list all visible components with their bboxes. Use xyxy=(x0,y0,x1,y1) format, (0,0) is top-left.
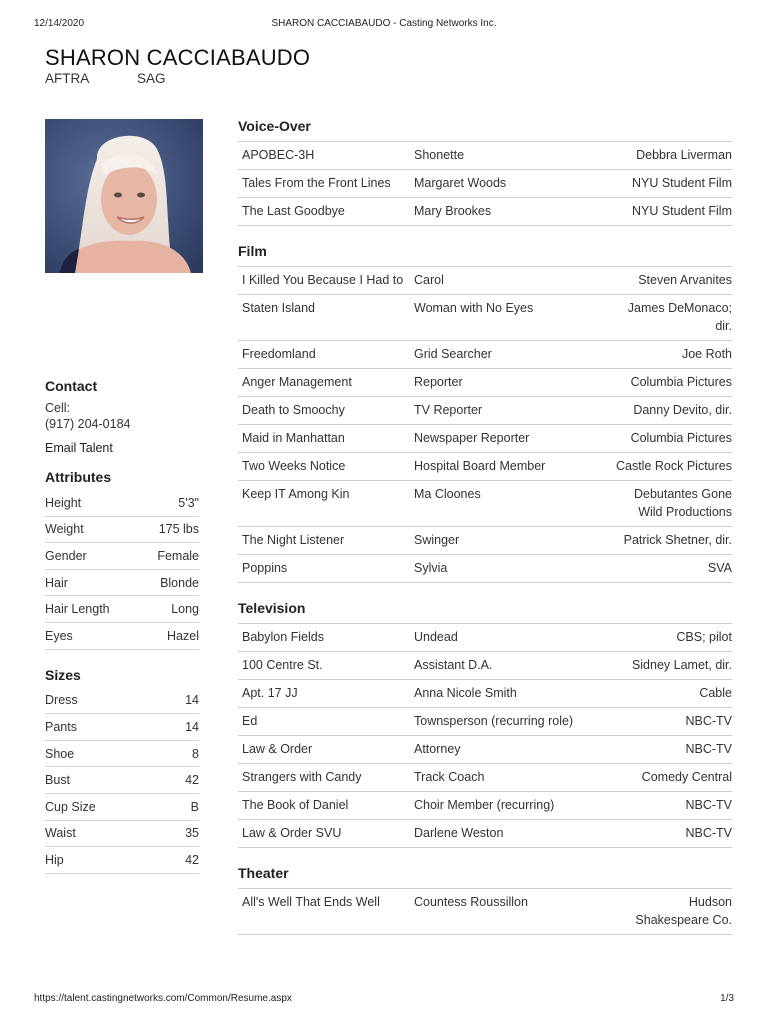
size-label: Bust xyxy=(45,773,71,788)
credit-director: Columbia Pictures xyxy=(630,375,732,389)
section-heading-film: Film xyxy=(238,243,267,259)
credit-director: NBC-TV xyxy=(685,826,732,840)
attribute-row xyxy=(45,543,199,570)
credit-row xyxy=(238,680,732,708)
page-url[interactable]: https://talent.castingnetworks.com/Common/Resume.aspx xyxy=(34,993,292,1004)
attribute-row xyxy=(45,490,199,517)
credit-role: Swinger xyxy=(414,533,460,547)
size-row xyxy=(45,767,199,794)
credit-project: Poppins xyxy=(242,561,288,575)
sizes-heading: Sizes xyxy=(45,666,81,683)
credit-role: Assistant D.A. xyxy=(414,658,493,672)
section-heading-voice-over: Voice-Over xyxy=(238,118,311,134)
credit-project: Keep IT Among Kin xyxy=(242,487,350,501)
credit-director: Columbia Pictures xyxy=(630,431,732,445)
credit-row xyxy=(238,425,732,453)
credit-role: Newspaper Reporter xyxy=(414,431,530,445)
credit-project: Strangers with Candy xyxy=(242,770,362,784)
size-value: 14 xyxy=(185,719,199,734)
credit-role: Reporter xyxy=(414,375,463,389)
attribute-label: Gender xyxy=(45,548,87,563)
size-label: Shoe xyxy=(45,746,75,761)
credit-director: Debbra Liverman xyxy=(636,148,732,162)
credit-role: Hospital Board Member xyxy=(414,459,546,473)
attribute-label: Eyes xyxy=(45,628,73,643)
credit-row xyxy=(238,792,732,820)
credit-project: All's Well That Ends Well xyxy=(242,895,380,909)
credit-role: Undead xyxy=(414,630,458,644)
credit-director: Cable xyxy=(699,686,732,700)
credit-row xyxy=(238,369,732,397)
credit-row xyxy=(238,267,732,295)
credit-row xyxy=(238,527,732,555)
credit-role: Shonette xyxy=(414,148,465,162)
union-sag: SAG xyxy=(137,71,166,86)
attribute-label: Weight xyxy=(45,522,84,537)
size-row xyxy=(45,794,199,821)
union-list xyxy=(45,71,166,86)
credit-director: SVA xyxy=(707,561,732,575)
headshot-photo[interactable] xyxy=(45,119,203,273)
headshot-image xyxy=(45,119,203,273)
credit-row xyxy=(238,889,732,935)
attribute-row xyxy=(45,570,199,597)
credit-role: Sylvia xyxy=(414,561,448,575)
credits-main xyxy=(238,117,732,935)
credit-project: Babylon Fields xyxy=(242,630,324,644)
credit-director: Debutantes Gone Wild Productions xyxy=(634,487,732,519)
attributes-list xyxy=(45,490,199,650)
credit-role: Track Coach xyxy=(414,770,485,784)
credit-director: NBC-TV xyxy=(685,742,732,756)
contact-block xyxy=(45,400,199,455)
sizes-block xyxy=(45,667,199,874)
credit-role: Carol xyxy=(414,273,444,287)
contact-heading: Contact xyxy=(45,378,98,394)
credit-role: Townsperson (recurring role) xyxy=(414,714,574,728)
credits-film xyxy=(238,266,732,583)
credit-director: James DeMonaco; dir. xyxy=(627,301,732,333)
credit-row xyxy=(238,295,732,341)
credit-project: Freedomland xyxy=(242,347,316,361)
credit-role: Mary Brookes xyxy=(414,204,492,218)
credit-role: Woman with No Eyes xyxy=(414,301,534,315)
credit-director: Hudson Shakespeare Co. xyxy=(635,895,732,927)
size-row xyxy=(45,847,199,874)
credit-project: Law & Order xyxy=(242,742,313,756)
credit-project: APOBEC-3H xyxy=(242,148,315,162)
credit-project: Maid in Manhattan xyxy=(242,431,345,445)
size-label: Waist xyxy=(45,826,76,841)
credit-project: 100 Centre St. xyxy=(242,658,323,672)
size-value: 42 xyxy=(185,852,199,867)
credit-role: TV Reporter xyxy=(414,403,483,417)
credit-row xyxy=(238,481,732,527)
credit-director: CBS; pilot xyxy=(676,630,732,644)
attribute-value: 5'3" xyxy=(178,495,199,510)
attributes-heading: Attributes xyxy=(45,469,112,485)
credit-role: Margaret Woods xyxy=(414,176,507,190)
cell-number[interactable]: (917) 204-0184 xyxy=(45,417,131,431)
credit-role: Choir Member (recurring) xyxy=(414,798,555,812)
credit-role: Attorney xyxy=(414,742,461,756)
sidebar xyxy=(45,378,199,874)
size-row xyxy=(45,714,199,741)
credit-project: Death to Smoochy xyxy=(242,403,345,417)
credit-director: Comedy Central xyxy=(641,770,732,784)
email-talent-link[interactable]: Email Talent xyxy=(45,441,113,455)
credit-role: Countess Roussillon xyxy=(414,895,528,909)
credit-row xyxy=(238,708,732,736)
attribute-value: Long xyxy=(171,602,199,617)
size-label: Cup Size xyxy=(45,799,96,814)
size-row xyxy=(45,688,199,715)
section-heading-television: Television xyxy=(238,600,306,616)
credit-project: Tales From the Front Lines xyxy=(242,176,391,190)
credits-television xyxy=(238,623,732,848)
credit-director: NYU Student Film xyxy=(631,176,732,190)
credit-role: Darlene Weston xyxy=(414,826,504,840)
print-date: 12/14/2020 xyxy=(34,18,85,29)
credit-director: Castle Rock Pictures xyxy=(615,459,732,473)
credit-role: Grid Searcher xyxy=(414,347,492,361)
credit-project: I Killed You Because I Had to xyxy=(242,273,404,287)
credit-row xyxy=(238,624,732,652)
credit-row xyxy=(238,736,732,764)
size-value: B xyxy=(190,799,199,814)
credit-row xyxy=(238,397,732,425)
size-value: 8 xyxy=(192,746,199,761)
credit-director: NYU Student Film xyxy=(631,204,732,218)
credit-role: Anna Nicole Smith xyxy=(414,686,517,700)
credit-row xyxy=(238,764,732,792)
credit-project: Ed xyxy=(242,714,258,728)
credit-project: The Last Goodbye xyxy=(242,204,345,218)
print-header xyxy=(34,18,734,32)
credits-theater xyxy=(238,888,732,935)
credit-director: Joe Roth xyxy=(681,347,732,361)
union-aftra: AFTRA xyxy=(45,71,90,86)
size-label: Hip xyxy=(45,852,64,867)
size-label: Pants xyxy=(45,719,77,734)
talent-name: SHARON CACCIABAUDO xyxy=(45,45,311,70)
size-row xyxy=(45,821,199,848)
credit-project: Apt. 17 JJ xyxy=(242,686,298,700)
credit-project: Two Weeks Notice xyxy=(242,459,346,473)
sizes-list xyxy=(45,688,199,874)
credit-director: Patrick Shetner, dir. xyxy=(623,533,732,547)
attribute-label: Height xyxy=(45,495,82,510)
credit-row xyxy=(238,142,732,170)
credit-row xyxy=(238,820,732,848)
credit-project: Law & Order SVU xyxy=(242,826,342,840)
size-value: 42 xyxy=(185,773,199,788)
credit-row xyxy=(238,170,732,198)
credit-project: Anger Management xyxy=(242,375,352,389)
attribute-value: Hazel xyxy=(167,628,199,643)
credit-director: Sidney Lamet, dir. xyxy=(631,658,732,672)
page-number: 1/3 xyxy=(720,993,734,1004)
credit-director: Steven Arvanites xyxy=(638,273,732,287)
credit-row xyxy=(238,453,732,481)
credit-row xyxy=(238,652,732,680)
credit-director: NBC-TV xyxy=(685,798,732,812)
credit-row xyxy=(238,555,732,583)
size-value: 14 xyxy=(185,693,199,708)
credit-director: NBC-TV xyxy=(685,714,732,728)
attribute-value: Blonde xyxy=(160,575,199,590)
credit-role: Ma Cloones xyxy=(414,487,481,501)
attribute-row xyxy=(45,517,199,544)
credit-row xyxy=(238,341,732,369)
attribute-label: Hair Length xyxy=(45,602,110,617)
section-heading-theater: Theater xyxy=(238,865,289,881)
size-label: Dress xyxy=(45,693,78,708)
print-footer xyxy=(34,993,734,1007)
size-value: 35 xyxy=(185,826,199,841)
attribute-value: Female xyxy=(157,548,199,563)
credits-voice-over xyxy=(238,141,732,226)
credit-project: The Night Listener xyxy=(242,533,345,547)
credit-project: Staten Island xyxy=(242,301,315,315)
cell-label: Cell: xyxy=(45,401,71,415)
credit-row xyxy=(238,198,732,226)
size-row xyxy=(45,741,199,768)
credit-director: Danny Devito, dir. xyxy=(633,403,732,417)
attribute-row xyxy=(45,623,199,650)
attribute-label: Hair xyxy=(45,575,68,590)
attribute-value: 175 lbs xyxy=(158,522,199,537)
attributes-block xyxy=(45,469,199,650)
attribute-row xyxy=(45,596,199,623)
credit-project: The Book of Daniel xyxy=(242,798,349,812)
print-title: SHARON CACCIABAUDO - Casting Networks Inc. xyxy=(271,18,497,29)
